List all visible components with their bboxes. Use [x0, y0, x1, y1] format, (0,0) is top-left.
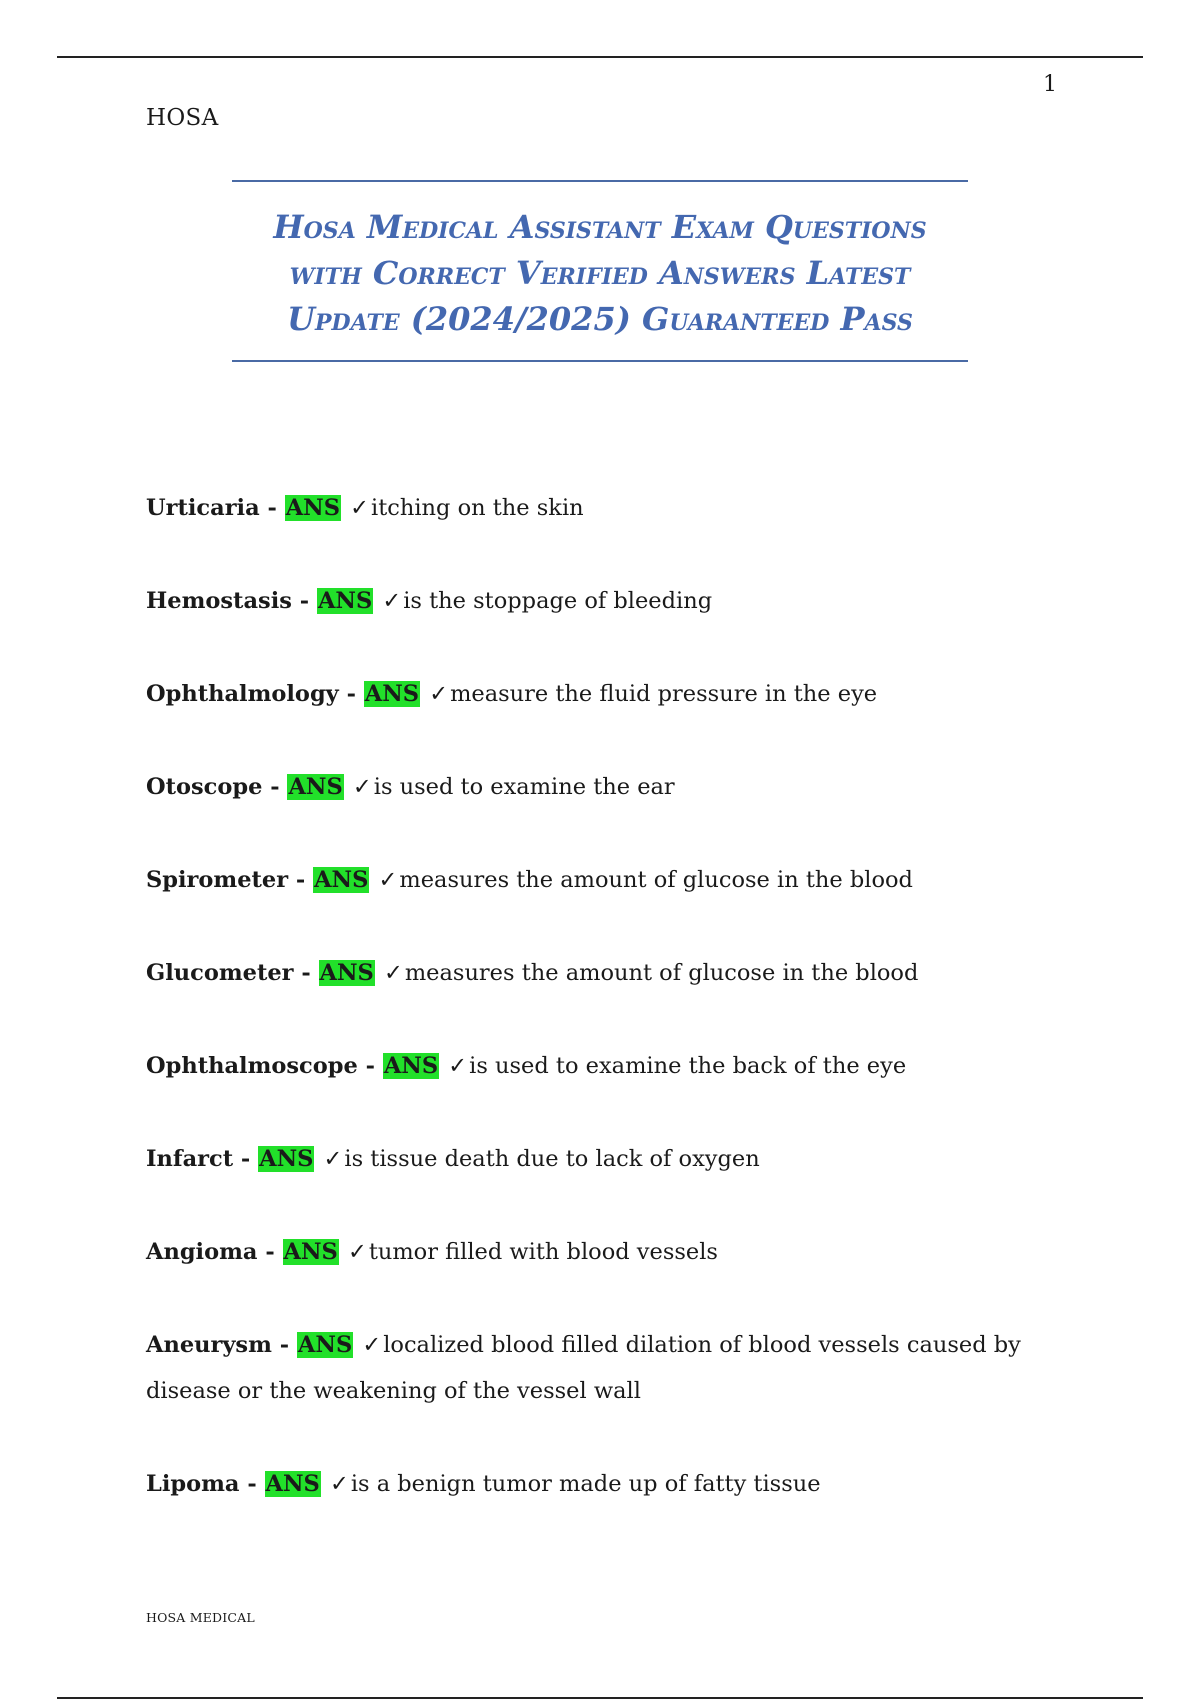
qa-entry [146, 1229, 1026, 1275]
check-icon: ✓ [352, 774, 372, 800]
title-line: with Correct Verified Answers Latest [289, 254, 911, 292]
entry-separator: - [357, 1053, 383, 1079]
entry-answer: is tissue death due to lack of oxygen [344, 1146, 760, 1172]
entry-term: Urticaria [146, 495, 260, 521]
entry-separator: - [293, 960, 319, 986]
qa-entry [146, 671, 1026, 717]
qa-entry [146, 1043, 1026, 1089]
title-line: Update (2024/2025) Guaranteed Pass [287, 300, 913, 338]
entry-term: Infarct [146, 1146, 234, 1172]
entry-separator: - [288, 867, 314, 893]
check-icon: ✓ [329, 1471, 349, 1497]
check-icon: ✓ [323, 1146, 343, 1172]
check-icon: ✓ [429, 681, 449, 707]
entry-term: Angioma [146, 1239, 258, 1265]
entry-separator: - [259, 495, 285, 521]
ans-label: ANS [383, 1053, 439, 1079]
entry-term: Spirometer [146, 867, 289, 893]
running-header: HOSA [146, 105, 219, 131]
entry-answer: is the stoppage of bleeding [403, 588, 713, 614]
entry-answer: measures the amount of glucose in the blood [404, 960, 919, 986]
ans-label: ANS [283, 1239, 338, 1265]
entry-answer: measure the fluid pressure in the eye [450, 681, 878, 707]
entry-separator: - [338, 681, 364, 707]
entry-term: Lipoma [146, 1471, 240, 1497]
entry-separator: - [262, 774, 288, 800]
ans-label: ANS [317, 588, 373, 614]
check-icon: ✓ [362, 1332, 382, 1358]
entry-answer: localized blood filled dilation of blood vessels caused by disease or the weakening of the vessel wall [146, 1332, 1021, 1404]
ans-label: ANS [364, 681, 420, 707]
ans-label: ANS [265, 1471, 320, 1497]
title-line: Hosa Medical Assistant Exam Questions [273, 208, 927, 246]
ans-label: ANS [259, 1146, 314, 1172]
qa-entry [146, 1322, 1026, 1414]
entry-answer: tumor filled with blood vessels [368, 1239, 718, 1265]
qa-entry [146, 857, 1026, 903]
entry-separator: - [257, 1239, 283, 1265]
entry-term: Ophthalmology [146, 681, 339, 707]
entry-answer: is used to examine the ear [373, 774, 675, 800]
entry-separator: - [271, 1332, 297, 1358]
check-icon: ✓ [378, 867, 398, 893]
entry-answer: measures the amount of glucose in the blood [399, 867, 913, 893]
entry-term: Otoscope [146, 774, 263, 800]
qa-entry [146, 485, 1026, 531]
check-icon: ✓ [382, 588, 402, 614]
entry-separator: - [291, 588, 317, 614]
qa-entry [146, 950, 1026, 996]
entry-separator: - [233, 1146, 259, 1172]
qa-entry [146, 578, 1026, 624]
entry-answer: is used to examine the back of the eye [469, 1053, 907, 1079]
ans-label: ANS [285, 495, 340, 521]
check-icon: ✓ [383, 960, 403, 986]
page-number: 1 [1043, 72, 1057, 97]
ans-label: ANS [319, 960, 374, 986]
qa-entry [146, 1461, 1026, 1507]
running-footer: HOSA MEDICAL [146, 1610, 255, 1625]
entry-answer: itching on the skin [371, 495, 584, 521]
entry-term: Aneurysm [146, 1332, 272, 1358]
document-title [232, 204, 968, 342]
entry-separator: - [239, 1471, 265, 1497]
ans-label: ANS [297, 1332, 353, 1358]
bottom-rule [57, 1697, 1143, 1699]
ans-label: ANS [288, 774, 343, 800]
qa-list [146, 485, 1026, 1554]
top-rule [57, 56, 1143, 58]
title-block [232, 180, 968, 362]
entry-term: Ophthalmoscope [146, 1053, 358, 1079]
entry-term: Glucometer [146, 960, 294, 986]
entry-term: Hemostasis [146, 588, 292, 614]
check-icon: ✓ [448, 1053, 468, 1079]
check-icon: ✓ [350, 495, 369, 521]
qa-entry [146, 1136, 1026, 1182]
ans-label: ANS [314, 867, 369, 893]
check-icon: ✓ [347, 1239, 367, 1265]
qa-entry [146, 764, 1026, 810]
entry-answer: is a benign tumor made up of fatty tissue [350, 1471, 821, 1497]
